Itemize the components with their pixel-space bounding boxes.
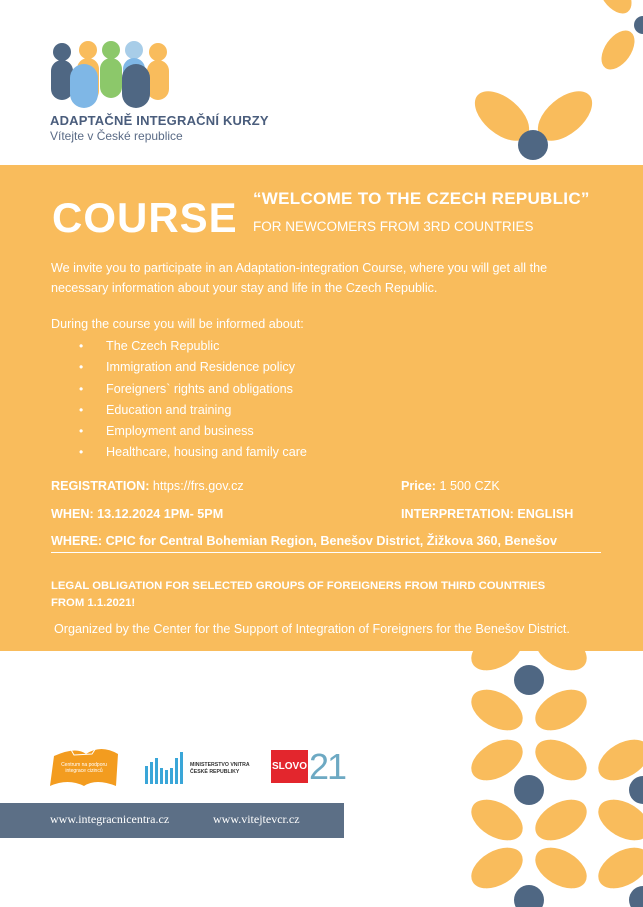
topics-list: [79, 336, 307, 464]
list-item: [79, 421, 307, 442]
where-text: WHERE: CPIC for Central Bohemian Region, Benešov District, Žižkova 360, Benešov: [51, 534, 557, 548]
list-item: [79, 442, 307, 463]
legal-obligation-notice: [51, 578, 545, 612]
legal-line-1: LEGAL OBLIGATION FOR SELECTED GROUPS OF FOREIGNERS FROM THIRD COUNTRIES: [51, 580, 546, 592]
intro-paragraph: [51, 258, 621, 298]
course-subtitle: FOR NEWCOMERS FROM 3RD COUNTRIES: [253, 219, 534, 234]
list-item: [79, 336, 307, 357]
legal-line-2: FROM 1.1.2021!: [51, 597, 136, 609]
registration-row: [51, 479, 244, 493]
bullet-icon: •: [79, 381, 84, 396]
list-item: [79, 379, 307, 400]
interpretation-text: INTERPRETATION: ENGLISH: [401, 507, 574, 521]
topic-text: Foreigners` rights and obligations: [106, 381, 293, 396]
flower-bottom-right: [464, 621, 643, 907]
flower-top-right: [466, 82, 601, 160]
slovo21-logo: SLOVO: [271, 750, 308, 783]
topics-heading: During the course you will be informed about:: [51, 317, 304, 331]
registration-label: REGISTRATION:: [51, 479, 150, 493]
when-text: WHEN: 13.12.2024 1PM- 5PM: [51, 507, 224, 521]
price-value: 1 500 CZK: [439, 479, 500, 493]
bullet-icon: •: [79, 424, 84, 439]
bullet-icon: •: [79, 402, 84, 417]
slovo21-number: 21: [309, 746, 346, 787]
cpi-logo-text: Centrum na podporu integrace cizinců: [61, 762, 107, 774]
brand-subtitle: Vítejte v České republice: [50, 129, 183, 143]
ministry-line-1: MINISTERSTVO VNITRA: [190, 762, 250, 768]
organizer-text: Organized by the Center for the Support of Integration of Foreigners for the Benešov District.: [54, 622, 570, 636]
topic-text: Healthcare, housing and family care: [106, 445, 307, 460]
topic-text: The Czech Republic: [106, 339, 220, 353]
topic-text: Education and training: [106, 402, 232, 417]
brand-title: ADAPTAČNĚ INTEGRAČNÍ KURZY: [50, 113, 269, 128]
divider: [51, 552, 601, 553]
intro-line-1: We invite you to participate in an Adaptation-integration Course, where you will get all the: [51, 261, 548, 275]
course-heading: COURSE: [52, 194, 238, 241]
topic-text: Immigration and Residence policy: [106, 360, 295, 375]
registration-link[interactable]: https://frs.gov.cz: [152, 479, 244, 493]
footer-link-vitejtevcr[interactable]: www.vitejtevcr.cz: [213, 812, 300, 826]
flower-top-right-small: [592, 0, 643, 75]
topic-text: Employment and business: [106, 424, 254, 439]
course-title: “WELCOME TO THE CZECH REPUBLIC”: [253, 189, 590, 208]
footer-link-integracnicentra[interactable]: www.integracnicentra.cz: [50, 812, 170, 826]
ministry-logo-text: [190, 762, 250, 775]
ministry-line-2: ČESKÉ REPUBLIKY: [190, 768, 240, 775]
intro-line-2: necessary information about your stay and life in the Czech Republic.: [51, 281, 438, 295]
ministry-logo-icon: [145, 752, 187, 784]
bullet-icon: •: [79, 445, 84, 460]
brand-logo-icon: [48, 40, 173, 108]
bullet-icon: •: [79, 339, 84, 353]
list-item: [79, 357, 307, 378]
bullet-icon: •: [79, 360, 84, 375]
list-item: [79, 400, 307, 421]
price-label: Price:: [401, 479, 437, 493]
price-row: [401, 479, 500, 493]
